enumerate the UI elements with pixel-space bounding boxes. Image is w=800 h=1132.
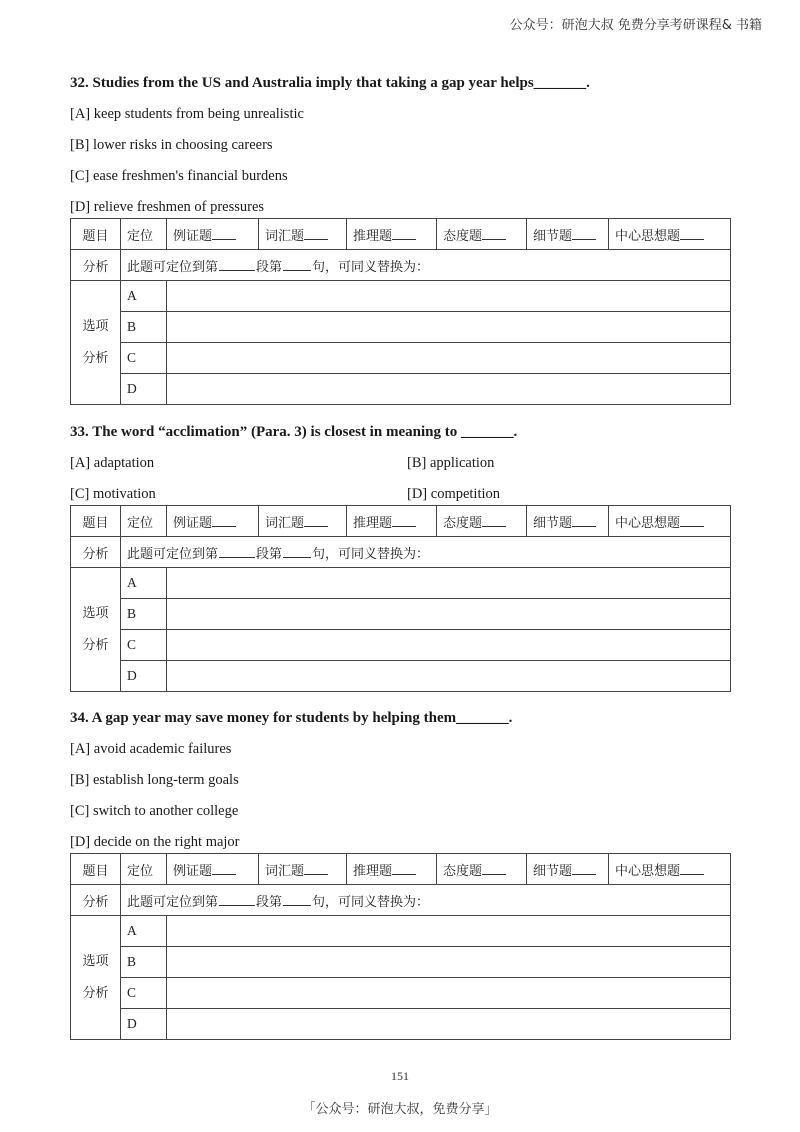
type-blank[interactable]: [212, 862, 236, 875]
analysis-table: [70, 505, 731, 692]
type-blank[interactable]: [680, 514, 704, 527]
locate-row: [121, 250, 731, 281]
paragraph-blank[interactable]: [219, 258, 255, 271]
locate-text-c: 句，可同义替换为：: [312, 259, 430, 275]
locate-text-b: 段第: [256, 546, 283, 562]
type-blank[interactable]: [680, 227, 704, 240]
option-analysis-field[interactable]: [167, 630, 731, 661]
paragraph-blank[interactable]: [219, 545, 255, 558]
question-34: [70, 707, 730, 1040]
option-analysis-field[interactable]: [167, 312, 731, 343]
option-row: [70, 483, 730, 505]
type-label: 词汇题: [265, 515, 305, 531]
type-blank[interactable]: [304, 862, 328, 875]
type-cell: [167, 219, 259, 250]
label-fenxi: 分析: [82, 637, 109, 653]
option-analysis-field[interactable]: [167, 916, 731, 947]
option-letter: B: [121, 312, 167, 343]
option-analysis-field[interactable]: [167, 374, 731, 405]
type-blank[interactable]: [482, 514, 506, 527]
label-fenxi: 分析: [82, 350, 109, 366]
label-tihao: 题目: [71, 506, 121, 537]
label-fenxi: 分析: [82, 985, 109, 1001]
label-xuanxiang: 选项: [82, 605, 109, 621]
question-stem: 33. The word “acclimation” (Para. 3) is closest in meaning to _______.: [70, 424, 518, 440]
type-label: 中心思想题: [615, 228, 681, 244]
type-blank[interactable]: [304, 514, 328, 527]
type-label: 推理题: [353, 515, 393, 531]
locate-text-b: 段第: [256, 894, 283, 910]
options-analysis-label: [71, 916, 121, 1040]
option-letter: D: [121, 661, 167, 692]
question-33: [70, 421, 730, 692]
type-cell: [259, 854, 347, 885]
option-analysis-field[interactable]: [167, 978, 731, 1009]
type-cell: [609, 854, 731, 885]
option-analysis-field[interactable]: [167, 568, 731, 599]
option-c: [C] ease freshmen's financial burdens: [70, 168, 288, 184]
option-d: [D] competition: [407, 486, 501, 502]
option-b: [B] establish long-term goals: [70, 772, 239, 788]
analysis-table: [70, 218, 731, 405]
option-letter: D: [121, 374, 167, 405]
type-cell: [167, 506, 259, 537]
type-cell: [347, 219, 437, 250]
type-cell: [609, 506, 731, 537]
label-tihao: 题目: [71, 219, 121, 250]
type-label: 推理题: [353, 228, 393, 244]
paragraph-blank[interactable]: [219, 893, 255, 906]
type-cell: [609, 219, 731, 250]
question-32: [70, 72, 730, 405]
type-blank[interactable]: [482, 862, 506, 875]
option-b: [B] lower risks in choosing careers: [70, 137, 273, 153]
question-stem: 34. A gap year may save money for students by helping them_______.: [70, 710, 513, 726]
sentence-blank[interactable]: [283, 545, 311, 558]
type-cell: [437, 506, 527, 537]
locate-text-a: 此题可定位到第: [127, 259, 219, 275]
type-label: 细节题: [533, 515, 573, 531]
type-label: 词汇题: [265, 863, 305, 879]
option-letter: A: [121, 281, 167, 312]
label-xuanxiang: 选项: [82, 953, 109, 969]
type-label: 细节题: [533, 228, 573, 244]
type-blank[interactable]: [572, 227, 596, 240]
label-tihao: 题目: [71, 854, 121, 885]
label-xuanxiang: 选项: [82, 318, 109, 334]
type-cell: [527, 219, 609, 250]
type-blank[interactable]: [572, 862, 596, 875]
type-label: 例证题: [173, 863, 213, 879]
type-label: 态度题: [443, 228, 483, 244]
type-blank[interactable]: [304, 227, 328, 240]
locate-row: [121, 885, 731, 916]
type-cell: [259, 506, 347, 537]
question-stem: 32. Studies from the US and Australia imply that taking a gap year helps_______.: [70, 75, 590, 91]
locate-row: [121, 537, 731, 568]
type-blank[interactable]: [392, 227, 416, 240]
label-dingwei: 定位: [121, 219, 167, 250]
type-label: 态度题: [443, 863, 483, 879]
header-note: 公众号：研泡大叔 免费分享考研课程& 书籍: [509, 18, 762, 33]
type-blank[interactable]: [392, 514, 416, 527]
type-cell: [167, 854, 259, 885]
sentence-blank[interactable]: [283, 893, 311, 906]
locate-text-a: 此题可定位到第: [127, 894, 219, 910]
type-label: 态度题: [443, 515, 483, 531]
type-blank[interactable]: [212, 514, 236, 527]
type-cell: [347, 506, 437, 537]
locate-text-a: 此题可定位到第: [127, 546, 219, 562]
type-cell: [527, 506, 609, 537]
type-label: 推理题: [353, 863, 393, 879]
label-fenxi: 分析: [71, 537, 121, 568]
option-b: [B] application: [407, 455, 495, 471]
option-a: [A] avoid academic failures: [70, 741, 232, 757]
analysis-table: [70, 853, 731, 1040]
option-letter: C: [121, 343, 167, 374]
type-label: 中心思想题: [615, 863, 681, 879]
type-label: 词汇题: [265, 228, 305, 244]
label-dingwei: 定位: [121, 854, 167, 885]
label-dingwei: 定位: [121, 506, 167, 537]
locate-text-c: 句，可同义替换为：: [312, 894, 430, 910]
type-blank[interactable]: [482, 227, 506, 240]
page-number: 151: [391, 1069, 409, 1083]
type-cell: [259, 219, 347, 250]
option-letter: A: [121, 916, 167, 947]
option-letter: D: [121, 1009, 167, 1040]
type-blank[interactable]: [392, 862, 416, 875]
option-d: [D] decide on the right major: [70, 834, 240, 850]
option-analysis-field[interactable]: [167, 599, 731, 630]
option-letter: C: [121, 978, 167, 1009]
type-label: 中心思想题: [615, 515, 681, 531]
sentence-blank[interactable]: [283, 258, 311, 271]
type-label: 细节题: [533, 863, 573, 879]
type-label: 例证题: [173, 515, 213, 531]
option-c: [C] motivation: [70, 486, 156, 502]
options-analysis-label: [71, 568, 121, 692]
option-letter: A: [121, 568, 167, 599]
option-letter: B: [121, 599, 167, 630]
option-analysis-field[interactable]: [167, 661, 731, 692]
option-analysis-field[interactable]: [167, 281, 731, 312]
option-letter: C: [121, 630, 167, 661]
option-row: [70, 452, 730, 474]
option-c: [C] switch to another college: [70, 803, 239, 819]
options-analysis-label: [71, 281, 121, 405]
option-a: [A] adaptation: [70, 455, 155, 471]
option-d: [D] relieve freshmen of pressures: [70, 199, 265, 215]
type-blank[interactable]: [680, 862, 704, 875]
option-a: [A] keep students from being unrealistic: [70, 106, 304, 122]
option-letter: B: [121, 947, 167, 978]
label-fenxi: 分析: [71, 885, 121, 916]
label-fenxi: 分析: [71, 250, 121, 281]
type-cell: [347, 854, 437, 885]
type-cell: [527, 854, 609, 885]
type-blank[interactable]: [212, 227, 236, 240]
option-analysis-field[interactable]: [167, 343, 731, 374]
footer-note: 「公众号：研泡大叔，免费分享」: [302, 1102, 498, 1117]
option-analysis-field[interactable]: [167, 1009, 731, 1040]
type-cell: [437, 854, 527, 885]
option-analysis-field[interactable]: [167, 947, 731, 978]
type-blank[interactable]: [572, 514, 596, 527]
type-label: 例证题: [173, 228, 213, 244]
locate-text-c: 句，可同义替换为：: [312, 546, 430, 562]
type-cell: [437, 219, 527, 250]
locate-text-b: 段第: [256, 259, 283, 275]
